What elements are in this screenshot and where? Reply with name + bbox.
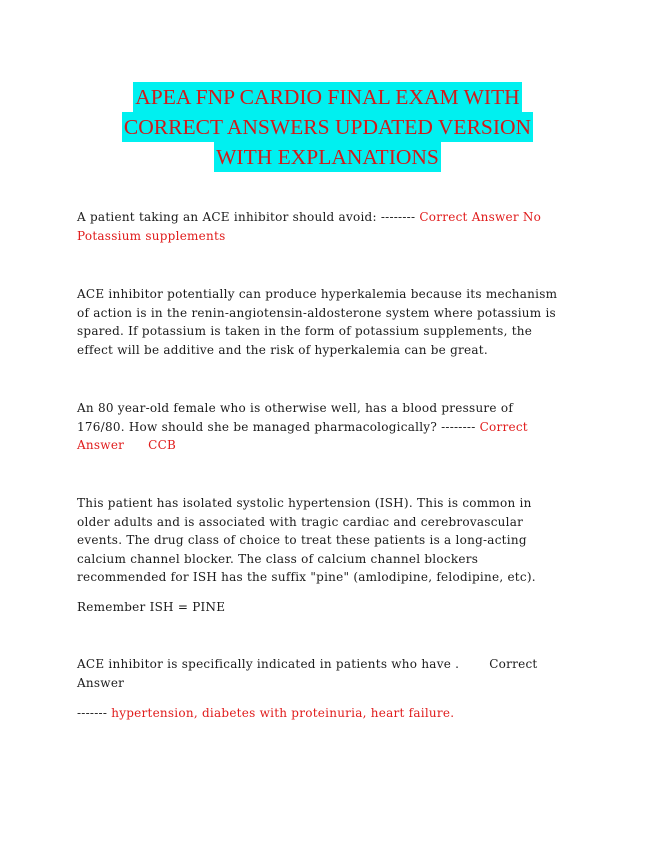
question-2-text-line: An 80 year-old female who is otherwise well, has a blood pressure of	[77, 401, 514, 415]
title-line-2: CORRECT ANSWERS UPDATED VERSION	[122, 112, 533, 142]
explanation-1-line: ACE inhibitor potentially can produce hyperkalemia because its mechanism	[77, 287, 558, 301]
document-title	[0, 82, 655, 172]
explanation-2	[77, 494, 577, 587]
question-1-answer-label: Correct Answer No	[419, 210, 542, 224]
explanation-1-line: effect will be additive and the risk of hyperkalemia can be great.	[77, 342, 488, 357]
question-3-answer-label: Answer	[77, 675, 125, 690]
question-3-answer-label: Correct	[489, 657, 538, 671]
explanation-2-line: calcium channel blocker. The class of calcium channel blockers	[77, 551, 479, 566]
question-2-answer-label: Answer	[77, 438, 125, 453]
explanation-1-line: spared. If potassium is taken in the form of potassium supplements, the	[77, 324, 533, 339]
question-2-text-line: 176/80. How should she be managed pharmacologically? --------	[77, 419, 476, 434]
question-1	[77, 208, 577, 245]
explanation-2-line: recommended for ISH has the suffix "pine" (amlodipine, felodipine, etc).	[77, 570, 536, 585]
question-3-dashes: -------	[77, 706, 108, 720]
question-1-answer: Potassium supplements	[77, 228, 226, 243]
question-3	[77, 655, 577, 692]
question-2-answer: CCB	[148, 438, 177, 453]
explanation-1	[77, 285, 577, 359]
question-2-answer-label: Correct	[479, 419, 528, 434]
explanation-2-line: events. The drug class of choice to treat these patients is a long-acting	[77, 533, 527, 548]
remember-note: Remember ISH = PINE	[77, 600, 226, 614]
question-3-text: ACE inhibitor is specifically indicated in patients who have .	[77, 657, 460, 671]
explanation-2-line: older adults and is associated with tragic cardiac and cerebrovascular	[77, 514, 524, 529]
question-3-answer: hypertension, diabetes with proteinuria, heart failure.	[111, 706, 455, 720]
title-line-3: WITH EXPLANATIONS	[214, 142, 441, 172]
question-2	[77, 399, 577, 455]
explanation-2-line: This patient has isolated systolic hypertension (ISH). This is common in	[77, 496, 532, 510]
question-1-text: A patient taking an ACE inhibitor should avoid: --------	[77, 210, 416, 224]
question-3-answer-line	[77, 704, 577, 723]
title-line-1: APEA FNP CARDIO FINAL EXAM WITH	[133, 82, 521, 112]
explanation-1-line: of action is in the renin-angiotensin-aldosterone system where potassium is	[77, 305, 556, 320]
